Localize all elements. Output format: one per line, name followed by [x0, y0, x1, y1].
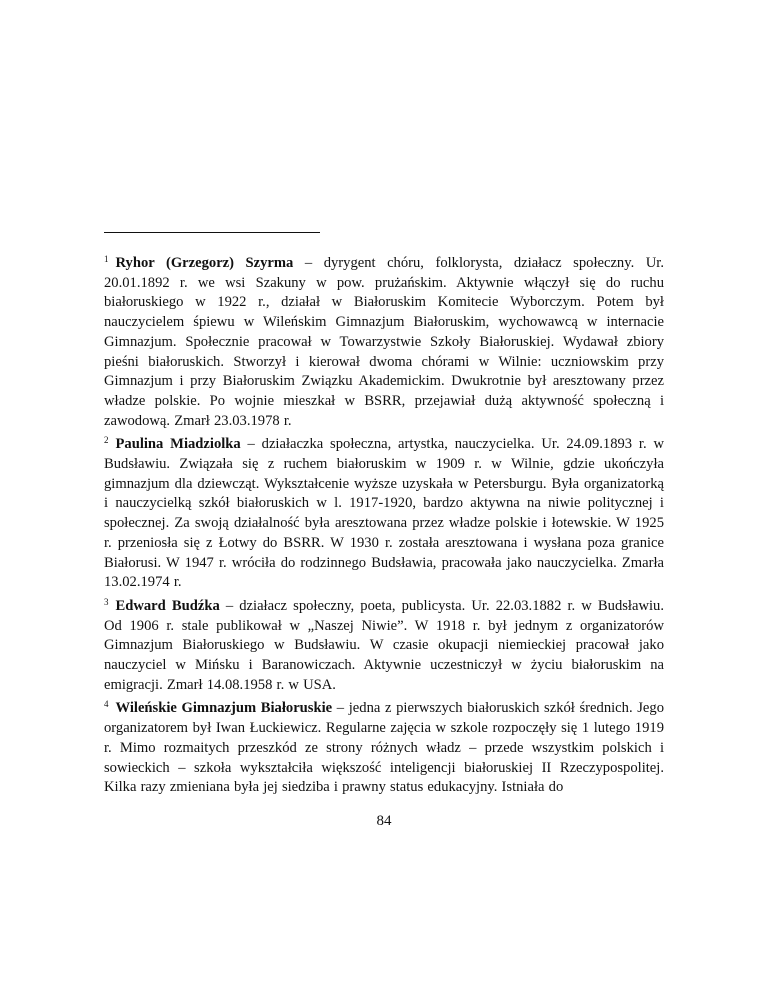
footnote-number: 1 — [104, 254, 109, 264]
footnote-text: – działacz społeczny, poeta, publicysta. Ur. 22.03.1882 r. w Budsławiu. Od 1906 r. stale publikował w „Naszej Niwie”. W 1918 r. był jednym z organizatorów Gimnazjum Białoruskiego w Budsławiu. W czasie okupacji niemieckiej pracował jako nauczyciel w Mińsku i Baranowiczach. Aktywnie uczestniczył w życiu białoruskim na emigracji. Zmarł 14.08.1958 r. w USA. — [104, 597, 665, 693]
footnote-text: – jedna z pierwszych białoruskich szkół średnich. Jego organizatorem był Iwan Łuckiewicz. Regularne zajęcia w szkole rozpoczęły się 1 lutego 1919 r. Mimo rozmaitych przeszkód ze strony różnych władz – przede wszystkim polskich i sowieckich – szkoła wykształciła większość inteligencji białoruskiej II Rzeczypospolitej. Kilka razy zmieniana była jej siedziba i prawny status edukacyjny. Istniała do — [104, 700, 664, 796]
footnote-2 — [104, 431, 664, 593]
footnote-number: 3 — [104, 596, 109, 607]
footnotes — [104, 250, 664, 798]
footnote-name: Wileńskie Gimnazjum Białoruskie — [115, 700, 333, 717]
footnote-text: – dyrygent chóru, folklorysta, działacz społeczny. Ur. 20.01.1892 r. we wsi Szakuny w pow. prużańskim. Aktywnie włączył się do ruchu białoruskiego w 1922 r., działał w Białoruskim Komitecie Wyborczym. Potem był nauczycielem śpiewu w Wileńskim Gimnazjum Białoruskim, wychowawcą w internacie Gimnazjum. Społecznie pracował w Towarzystwie Szkoły Białoruskiej. Wydawał zbiory pieśni białoruskich. Stworzył i kierował dwoma chórami w Wilnie: uczniowskim przy Gimnazjum i przy Białoruskim Związku Akademickim. Dwukrotnie był aresztowany przez władze polskie. Po wojnie mieszkał w BSRR, przejawiał dużą aktywność społeczną i zawodową. Zmarł 23.03.1978 r. — [104, 255, 664, 429]
footnote-3 — [104, 593, 664, 696]
footnote-4 — [104, 695, 664, 798]
footnote-1 — [104, 250, 664, 431]
footnote-number: 2 — [104, 435, 109, 446]
page-number: 84 — [376, 813, 392, 829]
footnote-name: Edward Budźka — [115, 597, 220, 614]
footnote-separator — [104, 232, 320, 233]
footnote-text: – działaczka społeczna, artystka, nauczycielka. Ur. 24.09.1893 r. w Budsławiu. Związała się z ruchem białoruskim w 1909 r. w Wilnie, gdzie ukończyła gimnazjum dla dziewcząt. Wykształcenie wyższe uzyskała w Petersburgu. Była organizatorką i nauczycielką szkół białoruskich w l. 1917-1920, bardzo aktywna na niwie politycznej i społecznej. Za swoją działalność była aresztowana przez władze polskie i łotewskie. W 1925 r. przeniosła się z Łotwy do BSRR. W 1930 r. została aresztowana i wysłana poza granice Białorusi. W 1947 r. wróciła do rodzinnego Budsławia, pracowała jako nauczycielka. Zmarła 13.02.1974 r. — [104, 436, 664, 591]
footnote-name: Ryhor (Grzegorz) Szyrma — [115, 255, 294, 271]
footnote-number: 4 — [104, 699, 109, 710]
footnote-name: Paulina Miadziolka — [115, 436, 241, 453]
